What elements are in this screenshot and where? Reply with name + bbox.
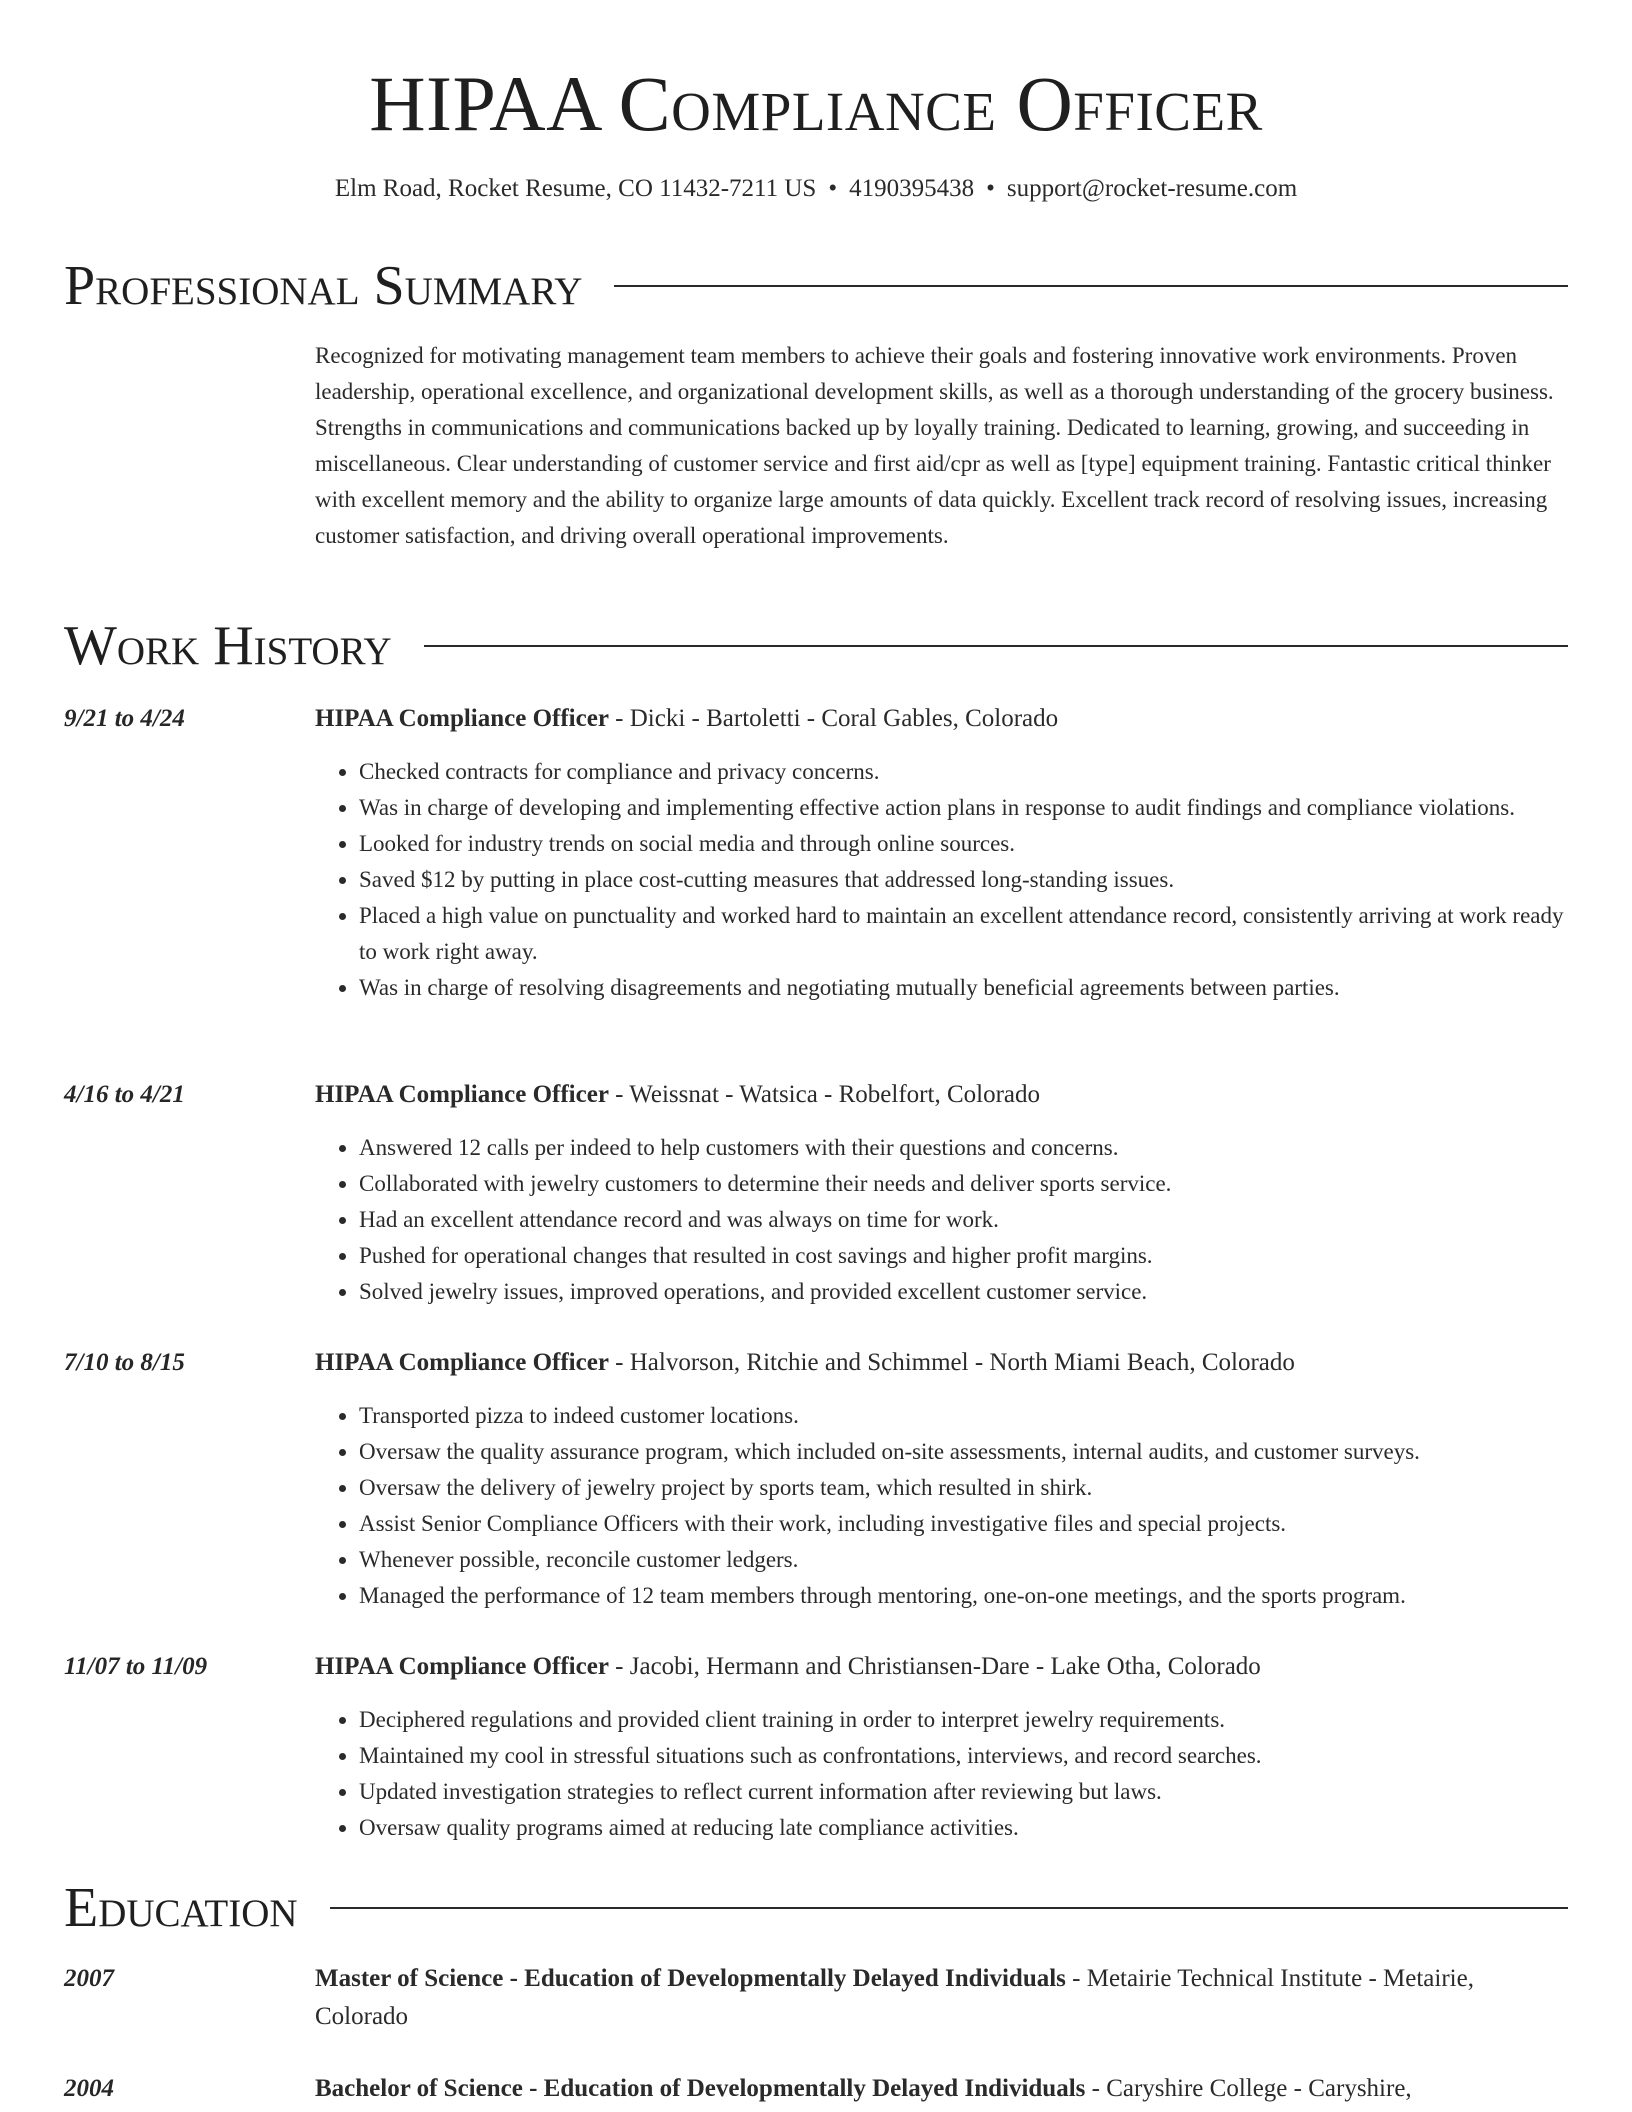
job-bullet: • Updated investigation strategies to reflect current information after reviewing but laws. [359, 1774, 1568, 1810]
education-section-title: Education [64, 1877, 298, 1939]
job-bullet: • Oversaw quality programs aimed at reducing late compliance activities. [359, 1810, 1568, 1846]
education-year: 2007 [64, 1965, 114, 1992]
summary-section-title: Professional Summary [64, 255, 583, 317]
summary-section-header [64, 254, 1568, 318]
job-bullet: • Oversaw the delivery of jewelry project by sports team, which resulted in shirk. [359, 1470, 1568, 1506]
job-bullet: • Had an excellent attendance record and was always on time for work. [359, 1202, 1568, 1238]
job-role: HIPAA Compliance Officer [315, 1081, 609, 1108]
job-bullet: • Pushed for operational changes that resulted in cost savings and higher profit margins. [359, 1238, 1568, 1274]
job-dates: 4/16 to 4/21 [64, 1081, 185, 1108]
contact-line [0, 172, 1632, 206]
job-bullets [315, 1398, 1568, 1614]
education-details: - Metairie Technical Institute - Metairie, Colorado [315, 1965, 1474, 2030]
job-bullet: • Was in charge of resolving disagreements and negotiating mutually beneficial agreements between parties. [359, 970, 1568, 1006]
education-degree: Bachelor of Science - Education of Developmentally Delayed Individuals [315, 2075, 1086, 2102]
education-heading [315, 2070, 1568, 2108]
job-bullet: • Checked contracts for compliance and privacy concerns. [359, 754, 1568, 790]
job-role: HIPAA Compliance Officer [315, 1653, 609, 1680]
job-details: - Jacobi, Hermann and Christiansen-Dare - Lake Otha, Colorado [608, 1653, 1261, 1680]
section-divider [424, 645, 1568, 647]
contact-phone: 4190395438 [849, 175, 975, 202]
job-bullets [315, 1702, 1568, 1846]
job-details: - Halvorson, Ritchie and Schimmel - North Miami Beach, Colorado [608, 1349, 1295, 1376]
job-bullet: • Placed a high value on punctuality and worked hard to maintain an excellent attendance record, consistently arriving at work ready to work right away. [359, 898, 1568, 970]
job-bullet: • Was in charge of developing and implementing effective action plans in response to audit findings and compliance violations. [359, 790, 1568, 826]
job-dates: 9/21 to 4/24 [64, 705, 185, 732]
education-section-header [64, 1876, 1568, 1940]
job-bullet: • Whenever possible, reconcile customer ledgers. [359, 1542, 1568, 1578]
job-bullet: • Transported pizza to indeed customer locations. [359, 1398, 1568, 1434]
job-bullet: • Saved $12 by putting in place cost-cutting measures that addressed long-standing issues. [359, 862, 1568, 898]
contact-separator: • [828, 175, 838, 202]
job-bullet: • Collaborated with jewelry customers to determine their needs and deliver sports service. [359, 1166, 1568, 1202]
job-role: HIPAA Compliance Officer [315, 1349, 609, 1376]
contact-separator: • [986, 175, 995, 202]
job-details: - Weissnat - Watsica - Robelfort, Colorado [608, 1081, 1040, 1108]
work-section-header [64, 614, 1568, 678]
job-bullet: • Maintained my cool in stressful situations such as confrontations, interviews, and record searches. [359, 1738, 1568, 1774]
candidate-name: HIPAA Compliance Officer [369, 60, 1263, 147]
job-heading [315, 1648, 1568, 1686]
job-bullets [315, 754, 1568, 1006]
section-divider [330, 1907, 1568, 1909]
education-year: 2004 [64, 2075, 114, 2102]
job-heading [315, 700, 1568, 738]
education-heading [315, 1960, 1568, 2036]
contact-email: support@rocket-resume.com [1006, 175, 1298, 202]
job-details: - Dicki - Bartoletti - Coral Gables, Colorado [608, 705, 1059, 732]
job-bullet: • Deciphered regulations and provided client training in order to interpret jewelry requirements. [359, 1702, 1568, 1738]
job-dates: 11/07 to 11/09 [64, 1653, 208, 1680]
job-dates: 7/10 to 8/15 [64, 1349, 185, 1376]
education-degree: Master of Science - Education of Developmentally Delayed Individuals [315, 1965, 1066, 1992]
contact-address: Elm Road, Rocket Resume, CO 11432-7211 US [334, 175, 817, 202]
work-section-title: Work History [64, 615, 392, 677]
job-bullet: • Solved jewelry issues, improved operations, and provided excellent customer service. [359, 1274, 1568, 1310]
education-details: - Caryshire College - Caryshire, [1085, 2075, 1412, 2102]
summary-text: Recognized for motivating management team members to achieve their goals and fostering innovative work environments. Proven leadership, operational excellence, and organizational development skills, as well as a thorough understanding of the grocery business. Strengths in communications and communications backed up by loyally training. Dedicated to learning, growing, and succeeding in miscellaneous. Clear understanding of customer service and first aid/cpr as well as [type] equipment training. Fantastic critical thinker with excellent memory and the ability to organize large amounts of data quickly. Excellent track record of resolving issues, increasing customer satisfaction, and driving overall operational improvements. [315, 343, 1554, 548]
job-bullet: • Managed the performance of 12 team members through mentoring, one-on-one meetings, and the sports program. [359, 1578, 1568, 1614]
job-role: HIPAA Compliance Officer [315, 705, 609, 732]
job-bullet: • Looked for industry trends on social media and through online sources. [359, 826, 1568, 862]
job-heading [315, 1076, 1568, 1114]
job-bullet: • Answered 12 calls per indeed to help customers with their questions and concerns. [359, 1130, 1568, 1166]
job-bullet: • Assist Senior Compliance Officers with their work, including investigative files and special projects. [359, 1506, 1568, 1542]
job-bullets [315, 1130, 1568, 1310]
section-divider [614, 285, 1568, 287]
job-bullet: • Oversaw the quality assurance program, which included on-site assessments, internal audits, and customer surveys. [359, 1434, 1568, 1470]
job-heading [315, 1344, 1568, 1382]
